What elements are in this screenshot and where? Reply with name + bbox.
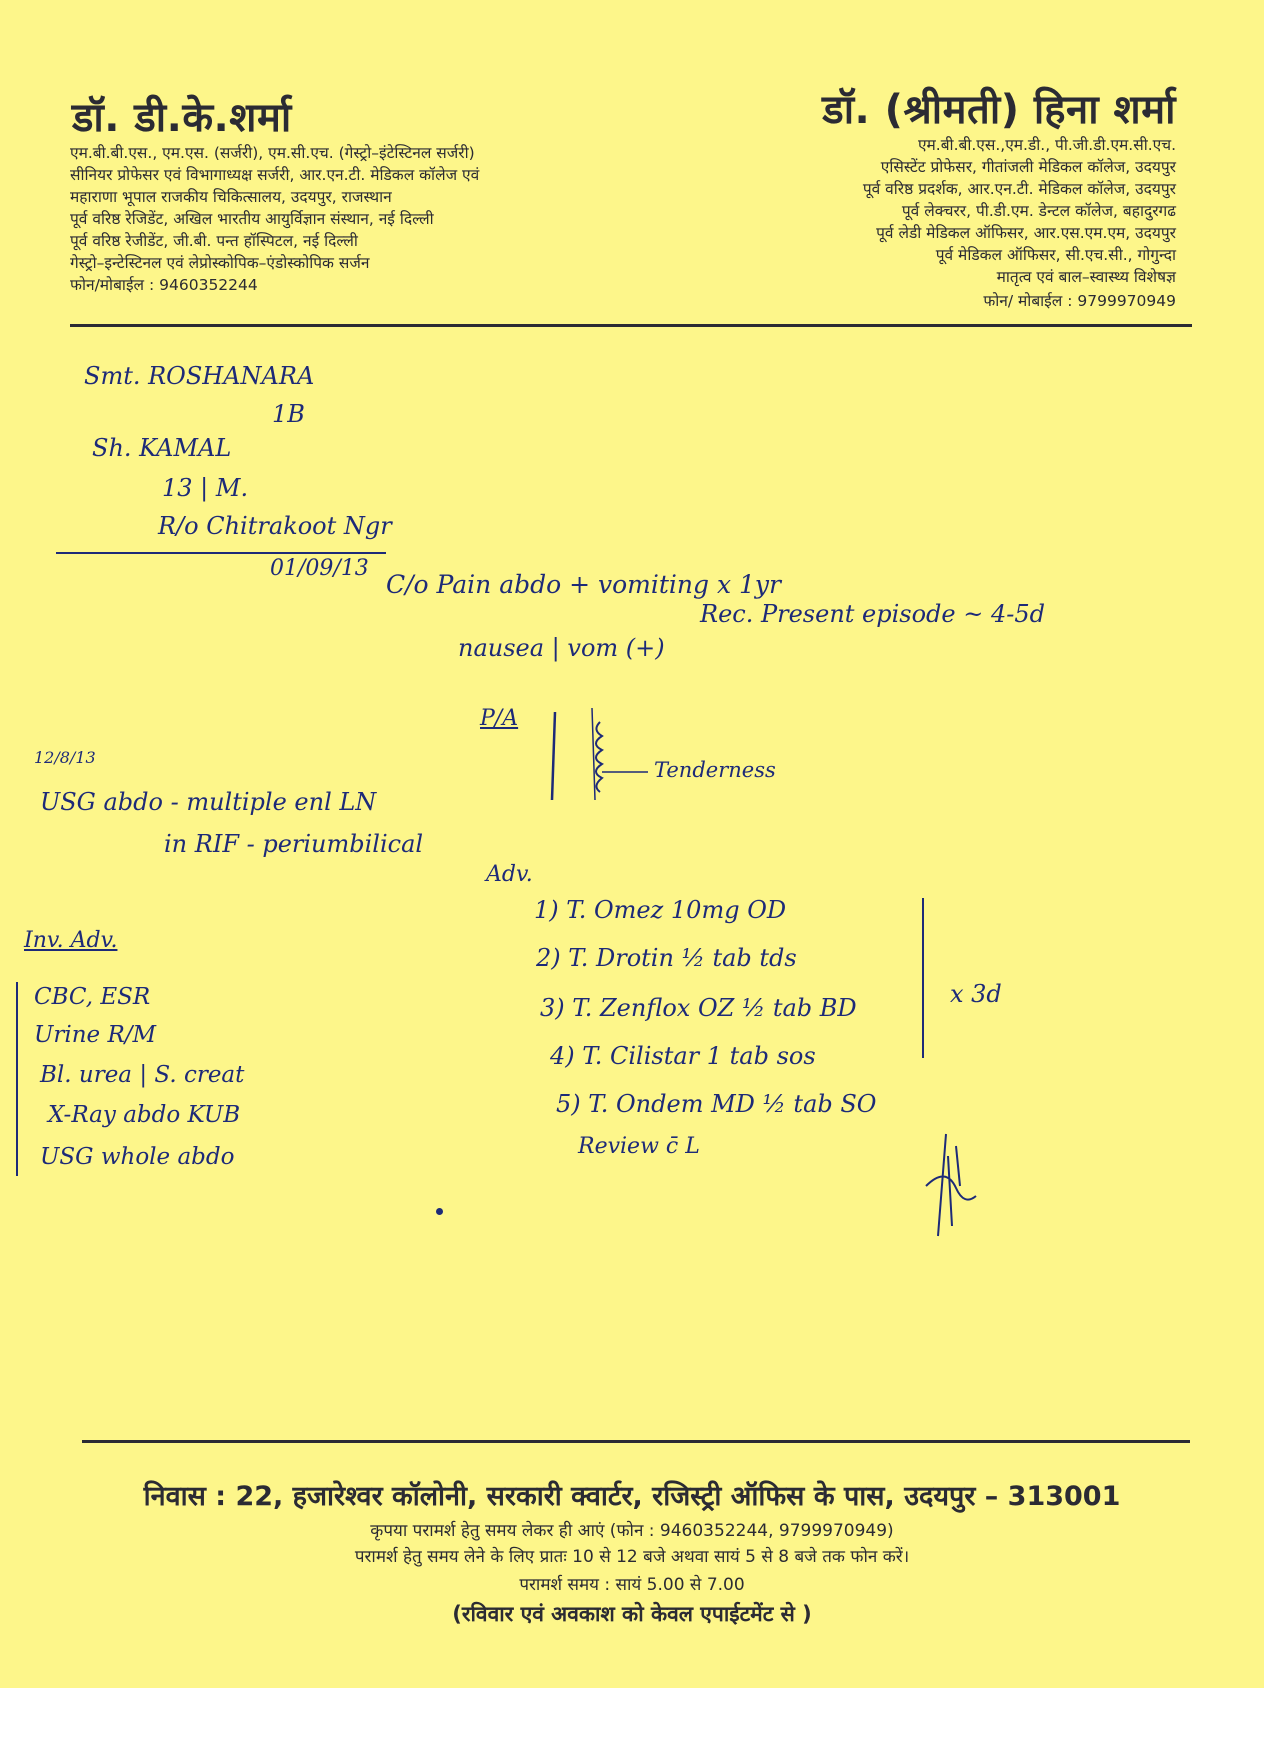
- visit-date: 01/09/13: [270, 556, 369, 581]
- footer-holiday-note: (रविवार एवं अवकाश को केवल एपाईटमेंट से ): [452, 1602, 812, 1626]
- footer-divider: [82, 1440, 1190, 1443]
- doctor-signature: [916, 1126, 986, 1246]
- right-doctor-name: डॉ. (श्रीमती) हिना शर्मा: [822, 87, 1176, 133]
- investigation-3: Bl. urea | S. creat: [40, 1062, 245, 1088]
- review-note: Review c̄ L: [578, 1134, 700, 1159]
- investigation-1: CBC, ESR: [34, 984, 151, 1010]
- right-doctor-qualification-7: मातृत्व एवं बाल–स्वास्थ्य विशेषज्ञ: [996, 268, 1176, 286]
- investigations-bracket: [16, 982, 18, 1176]
- abdomen-sketch: [540, 700, 650, 810]
- investigation-2: Urine R/M: [34, 1022, 157, 1048]
- left-doctor-qualification-6: गेस्ट्रो–इन्टेस्टिनल एवं लेप्रोस्कोपिक–एंडोस्कोपिक सर्जन: [70, 254, 370, 272]
- investigation-4: X-Ray abdo KUB: [48, 1102, 241, 1128]
- prescription-2: 2) T. Drotin ½ tab tds: [536, 944, 797, 972]
- patient-name: Smt. ROSHANARA: [84, 362, 315, 390]
- left-doctor-phone: फोन/मोबाईल : 9460352244: [70, 276, 258, 294]
- right-doctor-qualification-4: पूर्व लेक्चरर, पी.डी.एम. डेन्टल कॉलेज, बहादुरगढ: [901, 202, 1176, 220]
- complaint-line-3: nausea | vom (+): [458, 634, 665, 662]
- left-doctor-qualification-5: पूर्व वरिष्ठ रेजीडेंट, जी.बी. पन्त हॉस्पिटल, नई दिल्ली: [70, 232, 358, 250]
- usg-date: 12/8/13: [34, 748, 96, 767]
- usg-finding-line-1: USG abdo - multiple enl LN: [40, 788, 377, 816]
- right-doctor-qualification-1: एम.बी.बी.एस.,एम.डी., पी.जी.डी.एम.सी.एच.: [917, 136, 1176, 154]
- complaint-line-2: Rec. Present episode ~ 4-5d: [700, 600, 1045, 628]
- left-doctor-qualification-4: पूर्व वरिष्ठ रेजिडेंट, अखिल भारतीय आयुर्विज्ञान संस्थान, नई दिल्ली: [70, 210, 434, 228]
- tenderness-label: Tenderness: [654, 758, 776, 782]
- header-divider: [70, 324, 1192, 327]
- left-doctor-qualification-2: सीनियर प्रोफेसर एवं विभागाध्यक्ष सर्जरी, आर.एन.टी. मेडिकल कॉलेज एवं: [70, 166, 480, 184]
- right-doctor-qualification-5: पूर्व लेडी मेडिकल ऑफिसर, आर.एस.एम.एम, उदयपुर: [876, 224, 1176, 242]
- usg-finding-line-2: in RIF - periumbilical: [164, 830, 424, 858]
- right-doctor-qualification-6: पूर्व मेडिकल ऑफिसर, सी.एच.सी., गोगुन्दा: [935, 246, 1176, 264]
- left-doctor-qualification-3: महाराणा भूपाल राजकीय चिकित्सालय, उदयपुर, राजस्थान: [70, 188, 392, 206]
- right-doctor-qualification-2: एसिस्टेंट प्रोफेसर, गीतांजली मेडिकल कॉलेज, उदयपुर: [880, 158, 1176, 176]
- right-doctor-phone: फोन/ मोबाईल : 9799970949: [983, 292, 1176, 310]
- prescription-4: 4) T. Cilistar 1 tab sos: [550, 1042, 816, 1070]
- left-doctor-qualification-1: एम.बी.बी.एस., एम.एस. (सर्जरी), एम.सी.एच. (गेस्ट्रो–इंटेस्टिनल सर्जरी): [70, 144, 475, 162]
- prescription-1: 1) T. Omez 10mg OD: [534, 896, 787, 924]
- prescription-3: 3) T. Zenflox OZ ½ tab BD: [540, 994, 857, 1022]
- prescription-duration: x 3d: [950, 980, 1002, 1008]
- right-doctor-qualification-3: पूर्व वरिष्ठ प्रदर्शक, आर.एन.टी. मेडिकल कॉलेज, उदयपुर: [862, 180, 1176, 198]
- complaint-line-1: C/o Pain abdo + vomiting x 1yr: [386, 570, 781, 599]
- pa-label: P/A: [480, 706, 519, 731]
- prescription-5: 5) T. Ondem MD ½ tab SO: [556, 1090, 877, 1118]
- advice-label: Adv.: [486, 862, 533, 887]
- patient-underline: [56, 552, 386, 554]
- investigation-5: USG whole abdo: [40, 1144, 235, 1170]
- prescription-bracket: [922, 898, 924, 1058]
- patient-guardian: Sh. KAMAL: [92, 434, 232, 462]
- footer-call-timing: परामर्श हेतु समय लेने के लिए प्रातः 10 से 12 बजे अथवा सायं 5 से 8 बजे तक फोन करें।: [354, 1547, 910, 1567]
- footer-appointment-note: कृपया परामर्श हेतु समय लेकर ही आएं (फोन : 9460352244, 9799970949): [370, 1521, 894, 1541]
- footer-address: निवास : 22, हजारेश्वर कॉलोनी, सरकारी क्वार्टर, रजिस्ट्री ऑफिस के पास, उदयपुर – 313001: [143, 1481, 1121, 1512]
- footer-consultation-time: परामर्श समय : सायं 5.00 से 7.00: [519, 1575, 745, 1595]
- investigations-label: Inv. Adv.: [24, 928, 118, 953]
- patient-address: R/o Chitrakoot Ngr: [158, 512, 392, 540]
- ink-dot: [436, 1208, 443, 1215]
- left-doctor-name: डॉ. डी.के.शर्मा: [72, 95, 292, 141]
- patient-bed: 1B: [272, 400, 305, 428]
- patient-age-sex: 13 | M.: [162, 474, 249, 502]
